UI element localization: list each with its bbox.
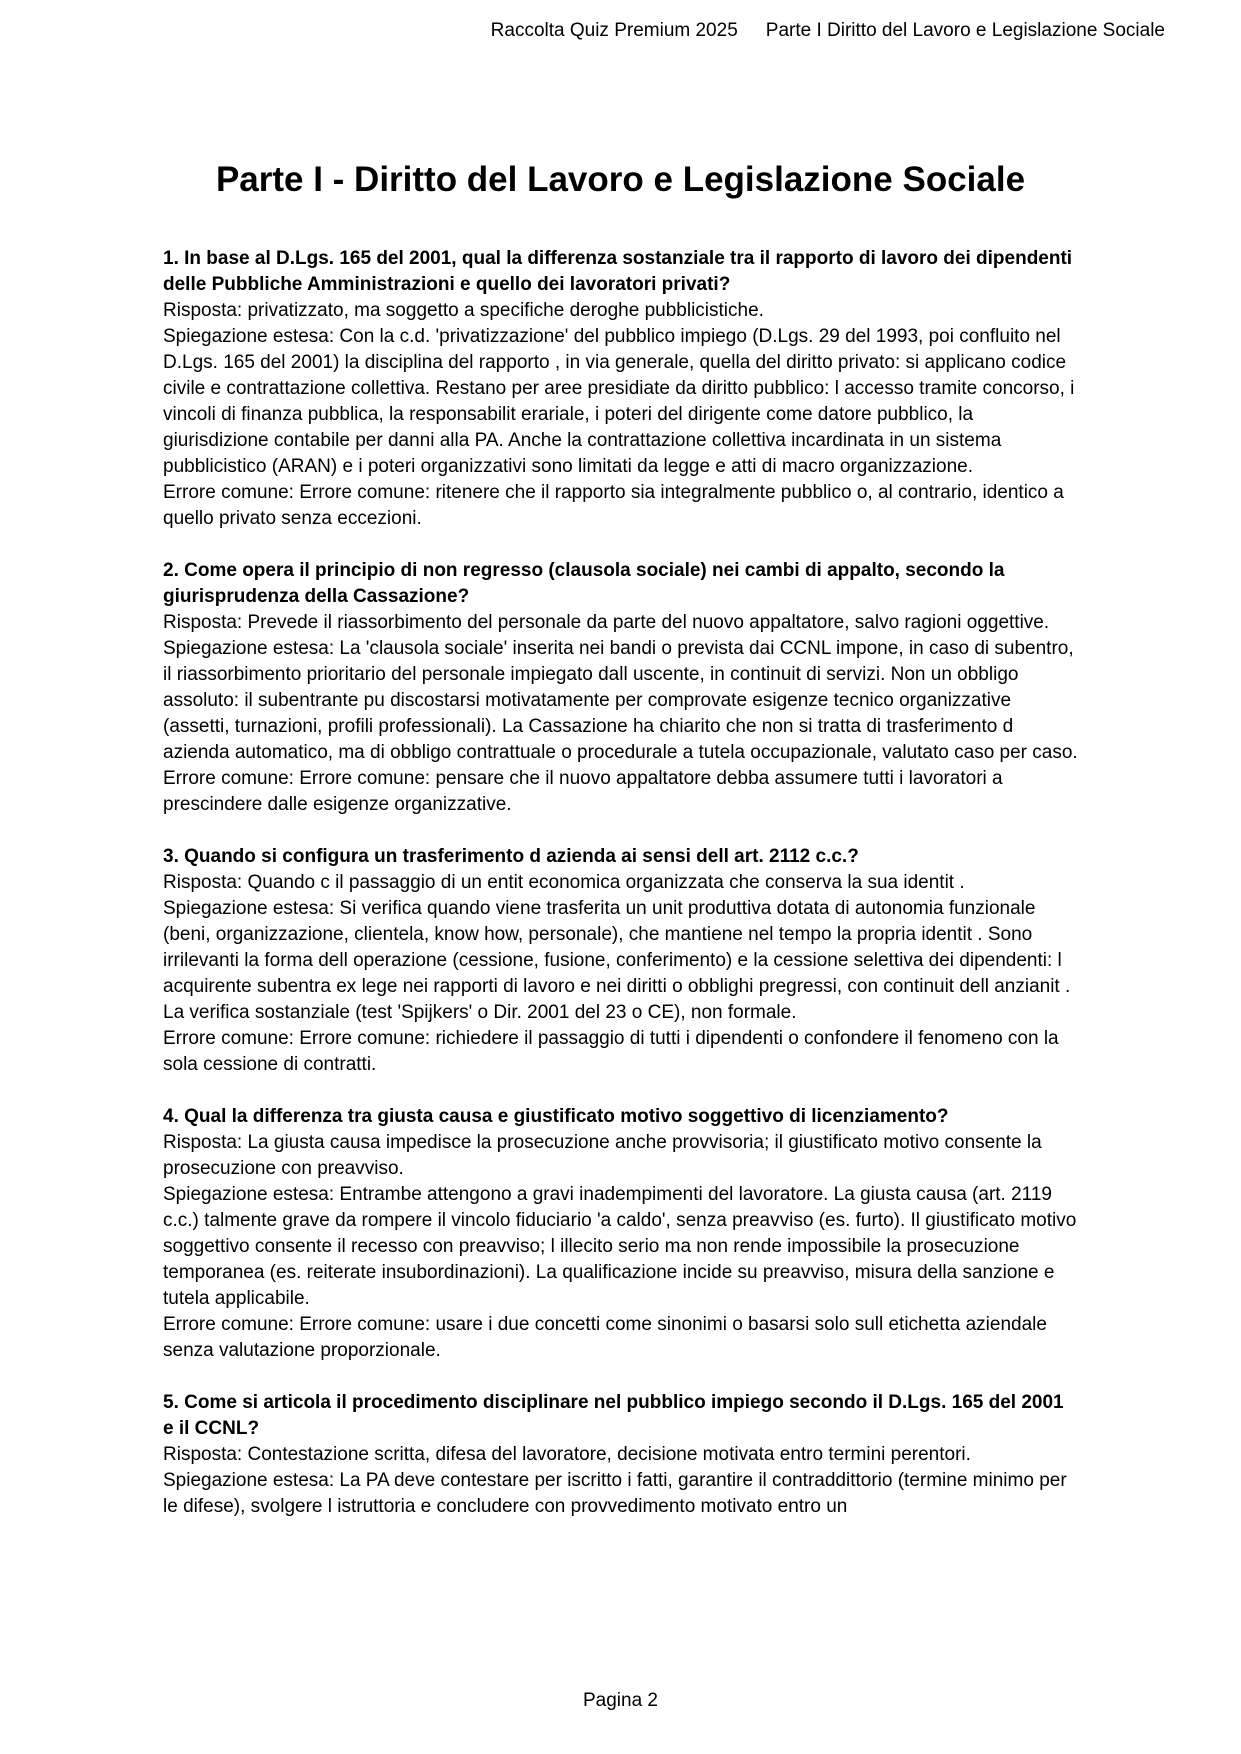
page-number-label: Pagina 2 [582,1690,658,1711]
page-title: Parte I - Diritto del Lavoro e Legislazione Sociale [215,160,1026,199]
question-heading: 2. Come opera il principio di non regresso (clausola sociale) nei cambi di appalto, secondo la giurisprudenza della Cassazione? [163,560,1005,607]
question-explanation: Spiegazione estesa: Entrambe attengono a gravi inadempimenti del lavoratore. La giusta causa (art. 2119 c.c.) talmente grave da rompere il vincolo fiduciario 'a caldo', senza preavviso (es. furto). Il giustificato motivo soggettivo consente il recesso con preavviso; l illecito serio ma non rende impossibile la prosecuzione temporanea (es. reiterate insubordinazioni). La qualificazione incide su preavviso, misura della sanzione e tutela applicabile. [163,1184,1077,1309]
question-block [163,844,1078,1078]
running-header-booklet: Raccolta Quiz Premium 2025 [490,20,738,41]
question-answer: Risposta: Prevede il riassorbimento del personale da parte del nuovo appaltatore, salvo ragioni oggettive. [163,612,1050,633]
question-answer: Risposta: La giusta causa impedisce la prosecuzione anche provvisoria; il giustificato motivo consente la prosecuzione con preavviso. [163,1132,1042,1179]
question-answer: Risposta: privatizzato, ma soggetto a specifiche deroghe pubblicistiche. [163,300,764,321]
question-heading: 3. Quando si configura un trasferimento d azienda ai sensi dell art. 2112 c.c.? [163,846,859,867]
question-explanation: Spiegazione estesa: Con la c.d. 'privatizzazione' del pubblico impiego (D.Lgs. 29 del 1993, poi confluito nel D.Lgs. 165 del 2001) la disciplina del rapporto , in via generale, quella del diritto privato: si applicano codice civile e contrattazione collettiva. Restano per aree presidiate da diritto pubblico: l accesso tramite concorso, i vincoli di finanza pubblica, la responsabilit erariale, i poteri del dirigente come datore pubblico, la giurisdizione contabile per danni alla PA. Anche la contrattazione collettiva incardinata in un sistema pubblicistico (ARAN) e i poteri organizzativi sono limitati da legge e atti di macro organizzazione. [163,326,1075,477]
question-block [163,1390,1078,1520]
question-block [163,1104,1078,1364]
question-explanation: Spiegazione estesa: Si verifica quando viene trasferita un unit produttiva dotata di autonomia funzionale (beni, organizzazione, clientela, know how, personale), che mantiene nel tempo la propria identit . Sono irrilevanti la forma dell operazione (cessione, fusione, conferimento) e la cessione selettiva dei dipendenti: l acquirente subentra ex lege nei rapporti di lavoro e nei diritti o obblighi pregressi, con continuit dell anzianit . La verifica sostanziale (test 'Spijkers' o Dir. 2001 del 23 o CE), non formale. [163,898,1071,1023]
running-header [491,18,1165,44]
question-heading: 5. Come si articola il procedimento disciplinare nel pubblico impiego secondo il D.Lgs. 165 del 2001 e il CCNL? [163,1392,1064,1439]
question-common-error: Errore comune: Errore comune: usare i due concetti come sinonimi o basarsi solo sull etichetta aziendale senza valutazione proporzionale. [163,1314,1047,1361]
question-answer: Risposta: Contestazione scritta, difesa del lavoratore, decisione motivata entro termini perentori. [163,1444,971,1465]
question-heading: 4. Qual la differenza tra giusta causa e giustificato motivo soggettivo di licenziamento? [163,1106,949,1127]
question-heading: 1. In base al D.Lgs. 165 del 2001, qual la differenza sostanziale tra il rapporto di lavoro dei dipendenti delle Pubbliche Amministrazioni e quello dei lavoratori privati? [163,248,1073,295]
running-header-section: Parte I Diritto del Lavoro e Legislazione Sociale [765,20,1165,41]
question-common-error: Errore comune: Errore comune: richiedere il passaggio di tutti i dipendenti o confondere il fenomeno con la sola cessione di contratti. [163,1028,1059,1075]
question-common-error: Errore comune: Errore comune: ritenere che il rapporto sia integralmente pubblico o, al contrario, identico a quello privato senza eccezioni. [163,482,1064,529]
question-answer: Risposta: Quando c il passaggio di un entit economica organizzata che conserva la sua identit . [163,872,965,893]
question-block [163,246,1078,532]
question-common-error: Errore comune: Errore comune: pensare che il nuovo appaltatore debba assumere tutti i lavoratori a prescindere dalle esigenze organizzative. [163,768,1003,815]
question-block [163,558,1078,818]
question-explanation: Spiegazione estesa: La PA deve contestare per iscritto i fatti, garantire il contraddittorio (termine minimo per le difese), svolgere l istruttoria e concludere con provvedimento motivato entro un [163,1470,1067,1517]
questions-section [163,246,1078,1520]
question-explanation: Spiegazione estesa: La 'clausola sociale' inserita nei bandi o prevista dai CCNL impone, in caso di subentro, il riassorbimento prioritario del personale impiegato dall uscente, in continuit di servizi. Non un obbligo assoluto: il subentrante pu discostarsi motivatamente per comprovate esigenze tecnico organizzative (assetti, turnazioni, profili professionali). La Cassazione ha chiarito che non si tratta di trasferimento d azienda automatico, ma di obbligo contrattuale o procedurale a tutela occupazionale, valutato caso per caso. [163,638,1078,763]
